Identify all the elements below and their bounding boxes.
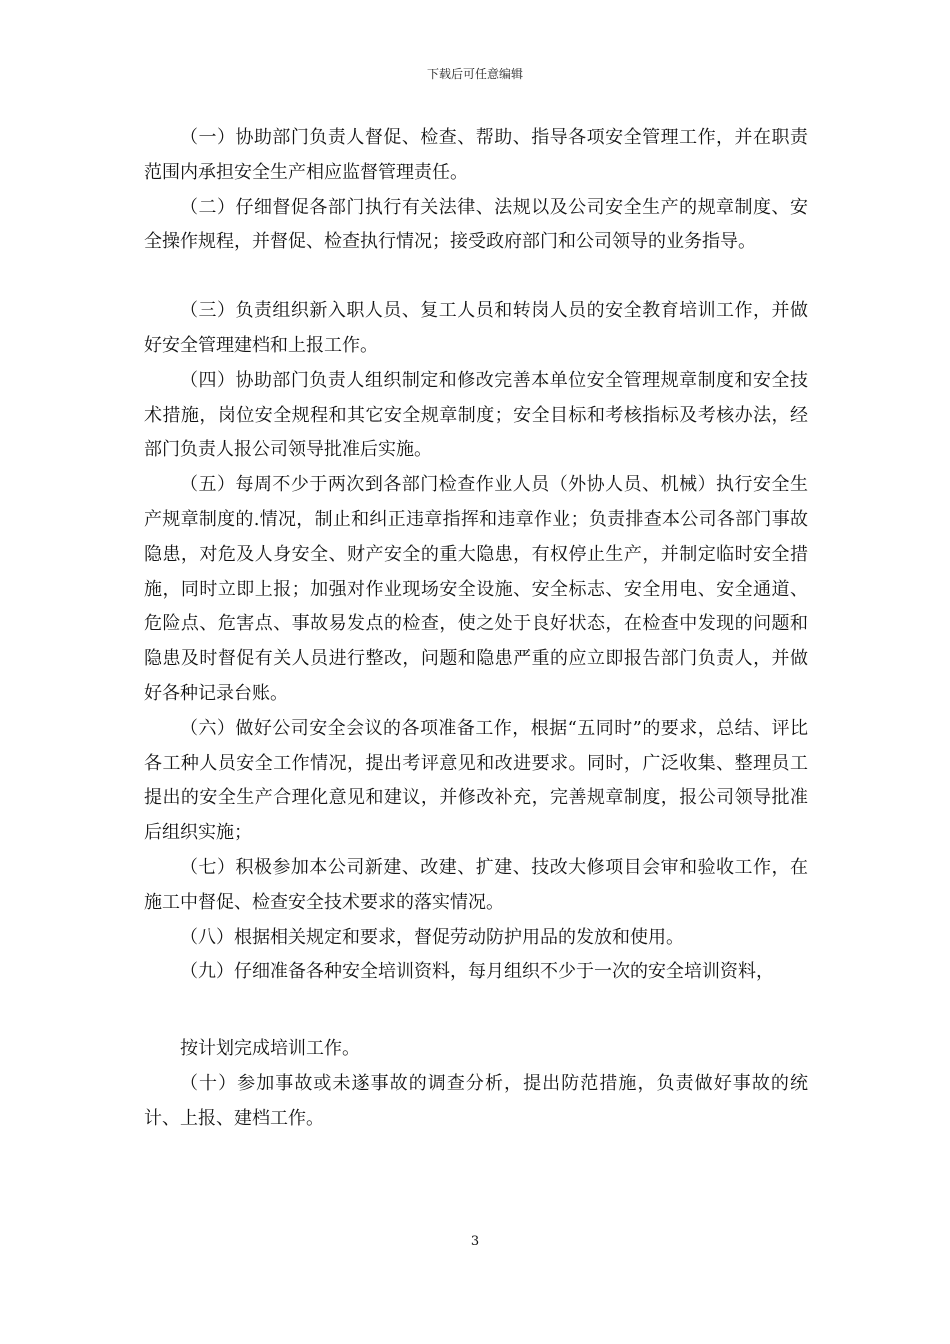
paragraph-1: （一）协助部门负责人督促、检查、帮助、指导各项安全管理工作，并在职责范围内承担安全生产相应监督管理责任。 — [144, 127, 808, 183]
paragraph-2: （二）仔细督促各部门执行有关法律、法规以及公司安全生产的规章制度、安全操作规程，并督促、检查执行情况；接受政府部门和公司领导的业务指导。 — [144, 196, 808, 253]
paragraph-6: （六）做好公司安全会议的各项准备工作，根据“五同时”的要求，总结、评比各工种人员安全工作情况，提出考评意见和改进要求。同时，广泛收集、整理员工提出的安全生产合理化意见和建议，并修改补充，完善规章制度，报公司领导批准后组织实施； — [144, 717, 808, 844]
blank-line — [144, 990, 808, 1032]
paragraph-3: （三）负责组织新入职人员、复工人员和转岗人员的安全教育培训工作，并做好安全管理建档和上报工作。 — [144, 300, 808, 356]
paragraph-10: （十）参加事故或未遂事故的调查分析，提出防范措施，负责做好事故的统计、上报、建档工作。 — [144, 1072, 808, 1129]
paragraph-5: （五）每周不少于两次到各部门检查作业人员（外协人员、机械）执行安全生产规章制度的.情况，制止和纠正违章指挥和违章作业；负责排查本公司各部门事故隐患，对危及人身安全、财产安全的重大隐患，有权停止生产，并制定临时安全措施，同时立即上报；加强对作业现场安全设施、安全标志、安全用电、安全通道、危险点、危害点、事故易发点的检查，使之处于良好状态，在检查中发现的问题和隐患及时督促有关人员进行整改，问题和隐患严重的应立即报告部门负责人，并做好各种记录台账。 — [144, 474, 808, 704]
blank-line — [144, 260, 808, 294]
paragraph-7: （七）积极参加本公司新建、改建、扩建、技改大修项目会审和验收工作，在施工中督促、检查安全技术要求的落实情况。 — [144, 856, 808, 913]
paragraph-9: （九）仔细准备各种安全培训资料，每月组织不少于一次的安全培训资料， — [180, 961, 774, 983]
page-header: 下载后可任意编辑 — [426, 67, 523, 81]
paragraph-8: （八）根据相关规定和要求，督促劳动防护用品的发放和使用。 — [180, 926, 684, 948]
paragraph-4: （四）协助部门负责人组织制定和修改完善本单位安全管理规章制度和安全技术措施，岗位安全规程和其它安全规章制度；安全目标和考核指标及考核办法，经部门负责人报公司领导批准后实施。 — [144, 369, 808, 461]
paragraph-9-continuation: 按计划完成培训工作。 — [180, 1038, 360, 1060]
page-number: 3 — [470, 1234, 480, 1249]
document-body — [144, 121, 808, 1137]
